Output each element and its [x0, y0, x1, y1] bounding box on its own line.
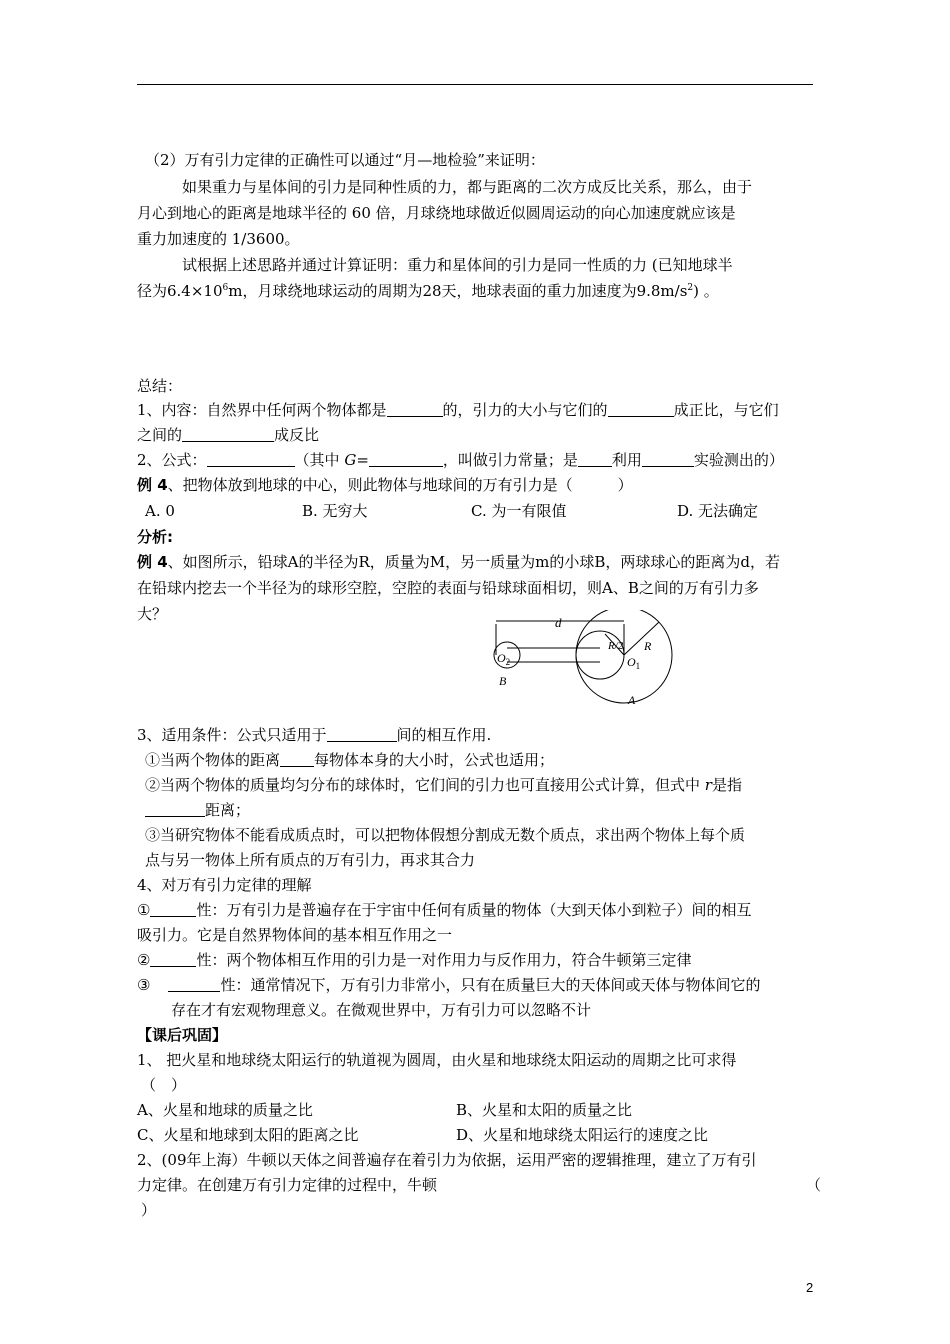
- understanding-item1-cont: 吸引力。它是自然界物体间的基本相互作用之一: [137, 926, 453, 944]
- header-rule: [137, 84, 813, 85]
- label-r: R: [644, 639, 652, 653]
- example4b-line2: 在铅球内挖去一个半径为的球形空腔，空腔的表面与铅球球面相切，则A、B之间的万有引力多: [137, 579, 759, 597]
- option-c: C. 为一有限值: [471, 502, 567, 520]
- understanding-item3: ③ 性：通常情况下，万有引力非常小，只有在质量巨大的天体间或天体与物体间它的: [137, 976, 761, 994]
- content-line1: 1、内容：自然界中任何两个物体都是 的，引力的大小与它们的 成正比，与它们: [137, 401, 779, 419]
- question2-bracket-open: （: [806, 1176, 822, 1194]
- question1-option-c: C、火星和地球到太阳的距离之比: [137, 1126, 359, 1144]
- question1-answer-bracket: （ ）: [141, 1076, 187, 1094]
- condition-item2-cont: 距离；: [145, 800, 250, 820]
- radius-r-line: [624, 622, 659, 655]
- example4b-line3: 大？: [137, 605, 168, 623]
- label-a: A: [628, 693, 636, 707]
- option-a: A. 0: [145, 502, 175, 520]
- summary-title: 总结：: [137, 377, 183, 395]
- label-o1: $O_1$: [627, 655, 641, 671]
- condition-item3-line2: 点与另一物体上所有质点的万有引力，再求其合力: [145, 851, 476, 869]
- condition-title: 3、适用条件：公式只适用于 间的相互作用.: [137, 726, 492, 744]
- question1-option-b: B、火星和太阳的质量之比: [456, 1101, 633, 1119]
- understanding-item3-cont: 存在才有宏观物理意义。在微观世界中，万有引力可以忽略不计: [171, 1001, 592, 1019]
- condition-item2: ②当两个物体的质量均匀分布的球体时，它们间的引力也可直接用公式计算，但式中 r是指: [145, 776, 742, 794]
- example4b-line1: 例 4、如图所示，铅球A的半径为R，质量为M，另一质量为m的小球B，两球球心的距离为d，若: [137, 553, 781, 571]
- part2-para1-line3: 重力加速度的 1/3600。: [137, 230, 300, 248]
- option-d: D. 无法确定: [677, 502, 759, 520]
- question1-option-a: A、火星和地球的质量之比: [137, 1101, 313, 1119]
- after-class-title: 【课后巩固】: [137, 1026, 228, 1044]
- content-line2: 之间的 成反比: [137, 426, 320, 444]
- label-b: B: [499, 674, 507, 688]
- understanding-item2: ② 性：两个物体相互作用的引力是一对作用力与反作用力，符合牛顿第三定律: [137, 951, 692, 969]
- analysis-label: 分析:: [137, 528, 173, 546]
- formula-line: 2、公式： （其中 G= ，叫做引力常量；是 利用 实验测出的）: [137, 451, 784, 469]
- option-b: B. 无穷大: [302, 502, 368, 520]
- page-number: 2: [806, 1280, 814, 1295]
- understanding-item1: ① 性：万有引力是普遍存在于宇宙中任何有质量的物体（大到天体小到粒子）间的相互: [137, 901, 752, 919]
- two-sphere-figure: [485, 610, 685, 710]
- question2-line2: 力定律。在创建万有引力定律的过程中，牛顿: [137, 1176, 438, 1194]
- part2-para2-line1: 试根据上述思路并通过计算证明：重力和星体间的引力是同一性质的力 (已知地球半: [182, 256, 733, 274]
- question1-line1: 1、 把火星和地球绕太阳运行的轨道视为圆周，由火星和地球绕太阳运动的周期之比可求得: [137, 1051, 737, 1069]
- label-r2: R/2: [608, 640, 624, 652]
- question1-option-d: D、火星和地球绕太阳运行的速度之比: [456, 1126, 709, 1144]
- question2-bracket-close: ）: [141, 1201, 157, 1219]
- condition-item3-line1: ③当研究物体不能看成质点时，可以把物体假想分割成无数个质点，求出两个物体上每个质: [145, 826, 746, 844]
- example4-question: 例 4、把物体放到地球的中心，则此物体与地球间的万有引力是（ ）: [137, 476, 633, 494]
- part2-para2-line2: 径为$6.4\times 10^6m$，月球绕地球运动的周期为28天，地球表面的重力加速度为$9.8m/s^2$) 。: [137, 282, 719, 300]
- cavity: [576, 631, 624, 679]
- understanding-title: 4、对万有引力定律的理解: [137, 876, 312, 894]
- part2-para1-line1: 如果重力与星体间的引力是同种性质的力，都与距离的二次方成反比关系，那么，由于: [182, 178, 753, 196]
- label-o2: $O_2$: [497, 651, 511, 667]
- question2-line1: 2、(09年上海）牛顿以天体之间普遍存在着引力为依据，运用严密的逻辑推理，建立了万有引: [137, 1151, 757, 1169]
- part2-title: （2）万有引力定律的正确性可以通过“月—地检验”来证明：: [145, 151, 545, 169]
- condition-item1: ①当两个物体的距离 每物体本身的大小时，公式也适用；: [145, 751, 555, 769]
- part2-para1-line2: 月心到地心的距离是地球半径的 60 倍，月球绕地球做近似圆周运动的向心加速度就应该是: [137, 204, 736, 222]
- label-d: d: [555, 615, 562, 630]
